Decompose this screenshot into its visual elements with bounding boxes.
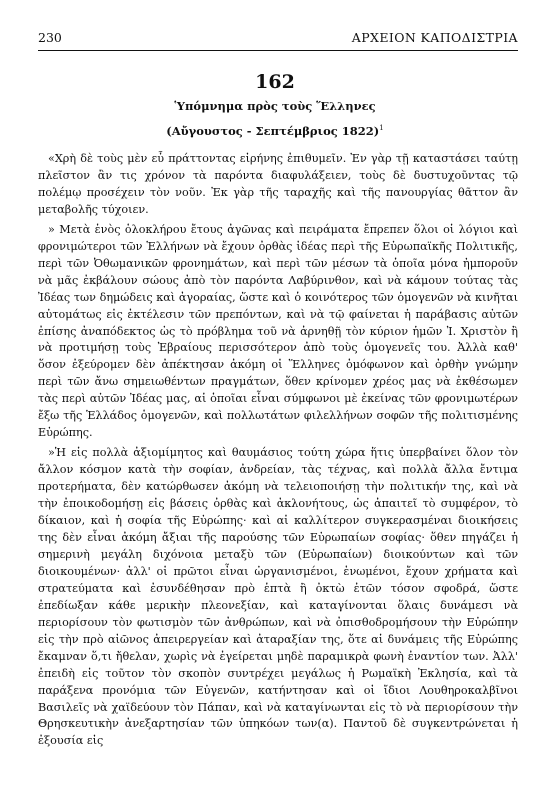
document-number: 162 [255, 71, 295, 93]
paragraph: » Μετὰ ἑνὸς ὁλοκλήρου ἔτους ἀγῶνας καὶ πειράματα ἔπρεπεν ὅλοι οἱ λόγιοι καὶ φρονιμώτεροι τῶν Ἑλλήνων νὰ ἔχουν ὀρθὰς ἰδέας περὶ τῆς Εὐρωπαϊκῆς Πολιτικῆς, περὶ τῶν Ὀθωμανικῶν φρονημάτων, καὶ περὶ τῶν μέσων τὰ ὁποῖα μόνα ἠμποροῦν νὰ μᾶς ἐκβάλουν σώους ἀπὸ τὸν παρόντα Λαβύρινθον, καὶ νὰ κάμουν τούτας τὰς Ἰδέας των δημώδεις καὶ ἀγοραίας, ὥστε καὶ ὁ κοινότερος τῶν ὁμογενῶν νὰ κινῆται αὐτομάτως εἰς ἐκτέλεσιν τῶν πρεπόντων, καὶ νὰ τῷ φαίνεται ἡ παράβασις αὐτῶν ἐπίσης ἀναπόδεκτος ὡς τὸ πρόβλημα τοῦ νὰ ἀρνηθῇ τὸν κύριον ἡμῶν Ἰ. Χριστὸν ἢ νὰ προτιμήσῃ τοὺς Ἑβραίους περισσότερον ἀπὸ τοὺς ὁμογενεῖς του. Ἀλλὰ καθ' ὅσον ἐξεύρομεν δὲν ἀπέκτησαν ἀκόμη οἱ Ἕλληνες ὁμόφωνον καὶ ὀρθὴν γνώμην περὶ τῶν ἄνω σημειωθέντων πραγμάτων, ὅθεν κρίνομεν χρέος μας νὰ ἐκθέσωμεν τὰς περὶ αὐτῶν Ἰδέας μας, αἱ ὁποῖαι εἶναι σύμφωνοι μὲ ἐκείνας τῶν φρονιμωτέρων ἔξω τῆς Ἑλλάδος ὁμογενῶν, καὶ πολλωτάτων φιλελλήνων σοφῶν τῆς πολιτισμένης Εὐρώπης. [38, 222, 518, 440]
running-title: ΑΡΧΕΙΟΝ ΚΑΠΟΔΙΣΤΡΙΑ [351, 30, 518, 45]
body-text [38, 151, 518, 753]
paragraph: «Χρὴ δὲ τοὺς μὲν εὖ πράττοντας εἰρήνης ἐπιθυμεῖν. Ἐν γὰρ τῇ καταστάσει ταύτῃ πλεῖστον ἂν τις χρόνον τὰ παρόντα διαφυλάξειεν, τοὺς δὲ δυστυχοῦντας τῷ πολέμῳ προσέχειν τὸν νοῦν. Ἐκ γὰρ τῆς ταραχῆς καὶ τῆς πανουργίας θᾶττον ἂν μεταβολῆς τύχοιεν. [38, 152, 518, 216]
document-date-text: (Αὔγουστος - Σεπτέμβριος 1822) [166, 124, 380, 138]
header-rule [38, 50, 518, 51]
running-header [38, 30, 518, 50]
document-date [0, 124, 550, 138]
document-title: Ὑπόμνημα πρὸς τοὺς Ἕλληνες [174, 99, 376, 113]
paragraph: »Ἡ εἰς πολλὰ ἀξιομίμητος καὶ θαυμάσιος τούτη χώρα ἥτις ὑπερβαίνει ὅλον τὸν ἄλλον κόσμον κατὰ τὴν σοφίαν, ἀνδρείαν, τὰς τέχνας, καὶ πολλὰ ἄλλα ἔντιμα προτερήματα, δὲν κατώρθωσεν ἀκόμη νὰ τελειοποιήσῃ τὴν πολιτικήν της, καὶ νὰ τὴν ἐποικοδομήσῃ εἰς βάσεις ὀρθὰς καὶ ἀκλονήτους, ὡς ἀπαιτεῖ τὸ συμφέρον, τὸ δίκαιον, καὶ ἡ σοφία τῆς Εὐρώπης· καὶ αἱ καλλίτερον συγκερασμέναι διοικήσεις της δὲν εἶναι ἀκόμη ἄξιαι τῆς παρούσης τῶν Εὐρωπαίων σοφίας· ὅθεν πηγάζει ἡ σημερινὴ μεγάλη διχόνοια μεταξὺ τῶν (Εὐρωπαίων) διοικούντων καὶ τῶν διοικουμένων· ἀλλ' οἱ πρῶτοι εἶναι ὠργανισμένοι, ἑνωμένοι, ἔχουν χρήματα καὶ στρατεύματα καὶ ἐσυνδέθησαν πρὸ ἑπτὰ ἢ ὀκτὼ ἐτῶν τόσον σφοδρά, ὥστε ἐπεδίωξαν κάθε μερικὴν πλεονεξίαν, καὶ καταγίνονται ὅλαις δυνάμεσι νὰ περιορίσουν τὸν φωτισμὸν τῶν ἀνθρώπων, καὶ νὰ ὀπισθοδρομήσουν τὴν Εὐρώπην εἰς τὴν πρὸ αἰῶνος ἀπειρεργείαν καὶ ἀταραξίαν της, ὅτε αἱ δυνάμεις τῆς Εὐρώπης ἔκαμναν ὅ,τι ἤθελαν, χωρὶς νὰ ἐγείρεται μηδὲ παραμικρὰ φωνὴ ἐναντίον των. Ἀλλ' ἐπειδὴ εἰς τοῦτον τὸν σκοπὸν συντρέχει μεγάλως ἡ Ρωμαϊκὴ Ἐκλησία, καὶ τὰ παράξενα προνόμια τῶν Εὐγενῶν, κατήντησαν καὶ οἱ ἴδιοι Λουθηροκαλβῖνοι Βασιλεῖς νὰ χαϊδεύουν τὸν Πάπαν, καὶ νὰ καταγίνωνται εἰς τὸ νὰ περιορίσουν τὴν Θρησκευτικὴν ἀνεξαρτησίαν τῶν ὑπηκόων των(α). Παντοῦ δὲ συγκεντρώνεται ἡ ἐξουσία εἰς [38, 446, 518, 748]
footnote-marker: 1 [379, 124, 384, 133]
page-number: 230 [38, 30, 62, 45]
